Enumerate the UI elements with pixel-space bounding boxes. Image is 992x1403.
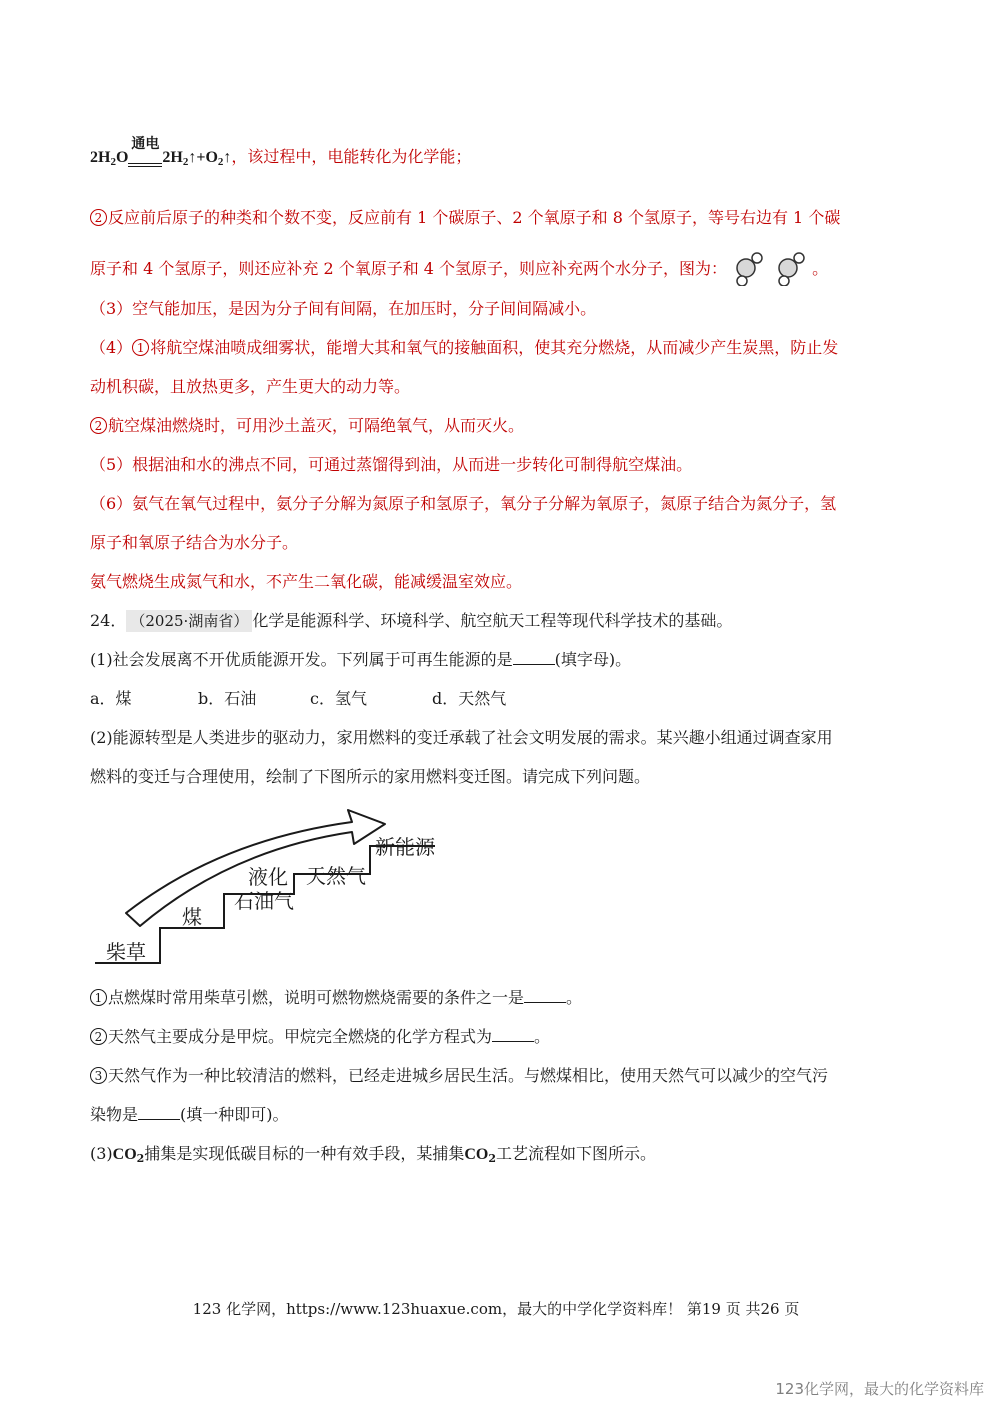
electrolysis-equation: $2H_2O$ 通电 $2H_2↑+O_2↑$ (90, 147, 231, 173)
question-24-1: (1)社会发展离不开优质能源开发。下列属于可再生能源的是 (填字母)。 (90, 650, 632, 669)
step-label-new-energy: 新能源 (375, 835, 435, 859)
answer-4-line-2: 动机积碳，且放热更多，产生更大的动力等。 (90, 377, 411, 396)
answer-blank (513, 650, 555, 665)
answer-2-line-1: 2 反应前后原子的种类和个数不变，反应前有 1 个碳原子、2 个氧原子和 8 个氢原子，等号右边有 1 个碳 (90, 207, 840, 229)
answer-6-line-3: 氨气燃烧生成氮气和水，不产生二氧化碳，能减缓温室效应。 (90, 572, 523, 591)
question-24-2-line-1: (2)能源转型是人类进步的驱动力，家用燃料的变迁承载了社会文明发展的需求。某兴趣小组通过调查家用 (90, 728, 833, 747)
step-label-lpg-2: 石油气 (234, 889, 294, 913)
question-24-3: $(3)CO_2$捕集是实现低碳目标的一种有效手段，某捕集$CO_2$工艺流程如下图所示。 (90, 1144, 657, 1165)
equation-line (90, 136, 472, 173)
answer-3: （3）空气能加压，是因为分子间有间隔，在加压时，分子间间隔减小。 (90, 299, 597, 318)
option-b: b．石油 (198, 689, 257, 708)
fuel-transition-diagram (90, 800, 450, 975)
question-24-options (90, 688, 506, 710)
question-24-stem: 24． （2025·湖南省） 化学是能源科学、环境科学、航空航天工程等现代科学技术的基础。 (90, 611, 733, 630)
sub-question-2: 2 天然气主要成分是甲烷。甲烷完全燃烧的化学方程式为 。 (90, 1026, 550, 1048)
equals-with-condition: 通电 (128, 155, 162, 173)
page-footer: 123 化学网，https://www.123huaxue.com，最大的中学化学资料库！ 第19 页 共26 页 (192, 1300, 800, 1318)
answer-blank (138, 1105, 180, 1120)
equation-note: ，该过程中，电能转化为化学能； (231, 147, 472, 166)
option-c: c．氢气 (310, 689, 367, 708)
sub-question-3-line-2: 染物是 (填一种即可)。 (90, 1105, 289, 1124)
source-badge: （2025·湖南省） (126, 610, 252, 632)
answer-blank (524, 988, 566, 1003)
answer-5: （5）根据油和水的沸点不同，可通过蒸馏得到油，从而进一步转化可制得航空煤油。 (90, 455, 693, 474)
question-24-2-line-2: 燃料的变迁与合理使用，绘制了下图所示的家用燃料变迁图。请完成下列问题。 (90, 767, 651, 786)
answer-2-line-2: 原子和 4 个氢原子，则还应补充 2 个氧原子和 4 个氢原子，则应补充两个水分子，图为： 。 (90, 250, 828, 286)
option-d: d．天然气 (432, 689, 507, 708)
option-a: a．煤 (90, 689, 132, 708)
answer-blank (492, 1027, 534, 1042)
answer-6-line-1: （6）氨气在氧气过程中，氨分子分解为氮原子和氢原子，氧分子分解为氧原子，氮原子结合为氮分子，氢 (90, 494, 837, 513)
watermark: 123化学网，最大的化学资料库 (775, 1380, 984, 1398)
answer-4-line-3: 2 航空煤油燃烧时，可用沙土盖灭，可隔绝氧气，从而灭火。 (90, 415, 524, 437)
sub-question-3-line-1: 3 天然气作为一种比较清洁的燃料，已经走进城乡居民生活。与燃煤相比，使用天然气可以减少的空气污 (90, 1065, 828, 1087)
sub-question-1: 1 点燃煤时常用柴草引燃，说明可燃物燃烧需要的条件之一是 。 (90, 987, 582, 1009)
water-molecule-icon (732, 250, 812, 286)
answer-4-line-1: （4） 1 将航空煤油喷成细雾状，能增大其和氧气的接触面积，使其充分燃烧，从而减少产生炭黑，防止发 (90, 338, 839, 357)
answer-6-line-2: 原子和氧原子结合为水分子。 (90, 533, 299, 552)
step-label-chaicao: 柴草 (106, 940, 146, 964)
step-label-lpg-1: 液化 (248, 865, 288, 889)
step-label-coal: 煤 (182, 905, 202, 929)
step-label-natural-gas: 天然气 (306, 864, 366, 888)
